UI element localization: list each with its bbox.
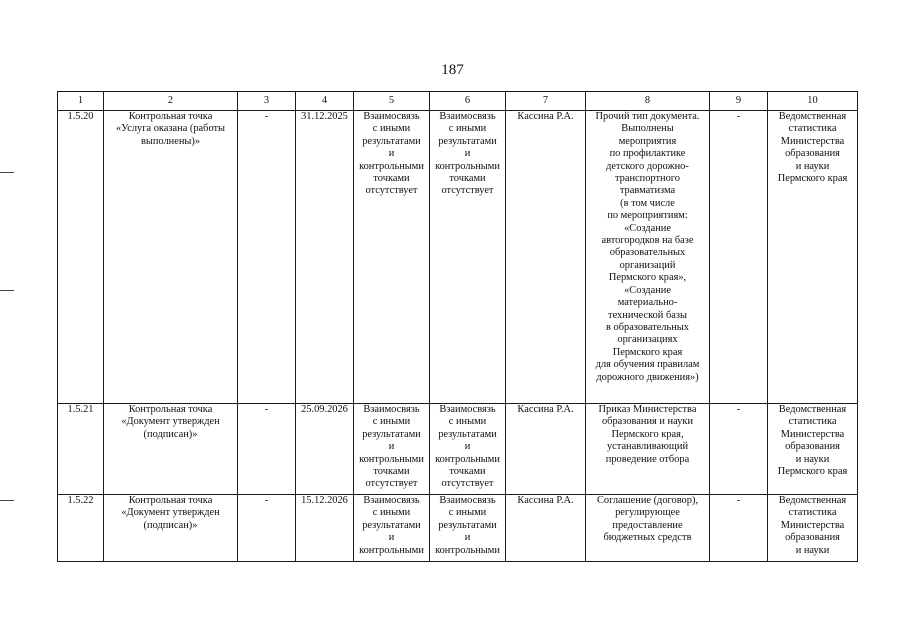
relation-points: Взаимосвязь с иными результатами и контрольными точками отсутствует [430, 111, 506, 404]
document-type: Соглашение (договор), регулирующее предоставление бюджетных средств [586, 495, 710, 562]
scan-edge-mark [0, 172, 14, 173]
column-header: 10 [768, 92, 858, 111]
column-header: 6 [430, 92, 506, 111]
info-source: Ведомственная статистика Министерства образования и науки Пермского края [768, 404, 858, 495]
due-date: 25.09.2026 [296, 404, 354, 495]
header-row [58, 92, 858, 111]
column-header: 3 [238, 92, 296, 111]
column-header: 2 [104, 92, 238, 111]
relation-results: Взаимосвязь с иными результатами и контрольными точками отсутствует [354, 111, 430, 404]
control-point-name: Контрольная точка «Документ утвержден (подписан)» [104, 495, 238, 562]
due-date: 15.12.2026 [296, 495, 354, 562]
column-3-value: - [238, 111, 296, 404]
info-source: Ведомственная статистика Министерства образования и науки Пермского края [768, 111, 858, 404]
column-9-value: - [710, 111, 768, 404]
due-date: 31.12.2025 [296, 111, 354, 404]
table-row [58, 404, 858, 495]
page-number: 187 [441, 62, 464, 78]
column-9-value: - [710, 404, 768, 495]
relation-points: Взаимосвязь с иными результатами и контрольными точками отсутствует [430, 404, 506, 495]
table-row [58, 495, 858, 562]
control-point-name: Контрольная точка «Услуга оказана (работы выполнены)» [104, 111, 238, 404]
table-row [58, 111, 858, 404]
column-header: 8 [586, 92, 710, 111]
row-number: 1.5.21 [58, 404, 104, 495]
relation-results: Взаимосвязь с иными результатами и контрольными [354, 495, 430, 562]
relation-results: Взаимосвязь с иными результатами и контрольными точками отсутствует [354, 404, 430, 495]
control-points-table [57, 91, 858, 562]
scan-edge-mark [0, 500, 14, 501]
scan-edge-mark [0, 290, 14, 291]
document-type: Прочий тип документа. Выполнены мероприятия по профилактике детского дорожно- транспортного травматизма (в том числе по мероприятиям: «Создание автогородков на базе образовательных организаций Пермского края», «Создание материально- технической базы в образовательных организациях Пермского края для обучения правилам дорожного движения») [586, 111, 710, 404]
column-header: 9 [710, 92, 768, 111]
responsible-person: Кассина Р.А. [506, 404, 586, 495]
relation-points: Взаимосвязь с иными результатами и контрольными [430, 495, 506, 562]
column-header: 4 [296, 92, 354, 111]
control-point-name: Контрольная точка «Документ утвержден (подписан)» [104, 404, 238, 495]
responsible-person: Кассина Р.А. [506, 495, 586, 562]
column-3-value: - [238, 495, 296, 562]
info-source: Ведомственная статистика Министерства образования и науки [768, 495, 858, 562]
responsible-person: Кассина Р.А. [506, 111, 586, 404]
row-number: 1.5.22 [58, 495, 104, 562]
column-header: 1 [58, 92, 104, 111]
document-type: Приказ Министерства образования и науки Пермского края, устанавливающий проведение отбора [586, 404, 710, 495]
column-3-value: - [238, 404, 296, 495]
column-header: 7 [506, 92, 586, 111]
column-9-value: - [710, 495, 768, 562]
column-header: 5 [354, 92, 430, 111]
row-number: 1.5.20 [58, 111, 104, 404]
